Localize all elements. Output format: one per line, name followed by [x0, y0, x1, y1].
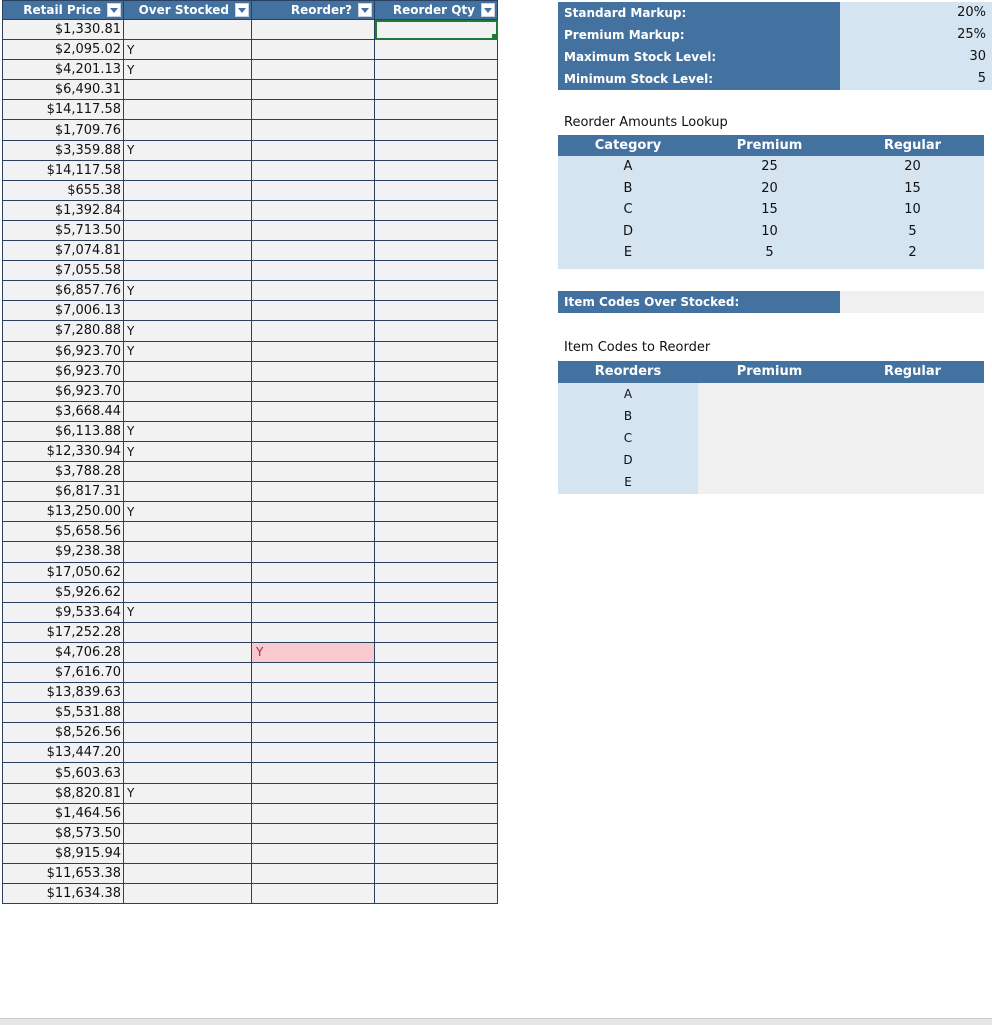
over-stocked-cell[interactable]: Y — [124, 441, 252, 461]
reorder-cell[interactable] — [252, 462, 375, 482]
retail-price-cell[interactable]: $6,923.70 — [3, 341, 124, 361]
regular-cell[interactable]: 2 — [908, 245, 917, 260]
retail-price-cell[interactable]: $5,926.62 — [3, 582, 124, 602]
reorders-values-area[interactable] — [698, 383, 984, 494]
over-stocked-cell[interactable] — [124, 20, 252, 40]
reorder-cell[interactable] — [252, 542, 375, 562]
retail-price-cell[interactable]: $6,817.31 — [3, 482, 124, 502]
reorder-qty-cell[interactable] — [375, 562, 498, 582]
reorder-qty-cell[interactable] — [375, 40, 498, 60]
over-stocked-cell[interactable] — [124, 803, 252, 823]
table-row — [3, 421, 498, 441]
over-stocked-cell[interactable] — [124, 220, 252, 240]
over-stocked-cell[interactable]: Y — [124, 602, 252, 622]
reorder-cell[interactable] — [252, 40, 375, 60]
premium-cell[interactable]: 20 — [761, 180, 778, 196]
markup-label: Minimum Stock Level: — [558, 68, 840, 90]
over-stocked-cell[interactable] — [124, 863, 252, 883]
retail-price-cell[interactable]: $7,006.13 — [3, 301, 124, 321]
reorder-cell[interactable] — [252, 341, 375, 361]
reorder-qty-cell[interactable] — [375, 261, 498, 281]
table-row — [3, 441, 498, 461]
reorder-cell[interactable] — [252, 562, 375, 582]
table-row — [3, 703, 498, 723]
over-stocked-cell[interactable] — [124, 401, 252, 421]
lookup-row — [558, 178, 984, 200]
table-row — [3, 522, 498, 542]
over-stocked-cell[interactable] — [124, 301, 252, 321]
reorder-cell[interactable] — [252, 180, 375, 200]
table-row — [3, 100, 498, 120]
reorder-cell[interactable] — [252, 884, 375, 904]
table-row — [3, 783, 498, 803]
markup-row — [558, 46, 992, 68]
reorder-cell[interactable] — [252, 441, 375, 461]
reorder-qty-cell[interactable] — [375, 462, 498, 482]
retail-price-cell[interactable]: $5,531.88 — [3, 703, 124, 723]
reorder-lookup-body — [558, 156, 984, 269]
table-row — [3, 261, 498, 281]
reorder-qty-cell[interactable] — [375, 20, 498, 40]
over-stocked-cell[interactable] — [124, 622, 252, 642]
header-premium: Premium — [736, 138, 803, 153]
premium-cell[interactable]: 5 — [765, 245, 774, 260]
over-stocked-cell[interactable] — [124, 562, 252, 582]
over-stocked-cell[interactable] — [124, 884, 252, 904]
premium-cell[interactable]: 10 — [761, 223, 778, 239]
markup-row — [558, 68, 992, 90]
over-stocked-cell[interactable] — [124, 663, 252, 683]
table-row — [3, 241, 498, 261]
over-stocked-cell[interactable] — [124, 381, 252, 401]
retail-price-cell[interactable]: $9,238.38 — [3, 542, 124, 562]
retail-price-cell[interactable]: $8,820.81 — [3, 783, 124, 803]
table-row — [3, 482, 498, 502]
reorder-qty-cell[interactable] — [375, 723, 498, 743]
reorder-qty-cell[interactable] — [375, 803, 498, 823]
filter-dropdown-icon[interactable] — [107, 3, 121, 17]
header-category: Category — [594, 138, 662, 153]
retail-price-cell[interactable]: $7,616.70 — [3, 663, 124, 683]
regular-cell[interactable]: 20 — [904, 159, 921, 174]
reorder-qty-cell[interactable] — [375, 823, 498, 843]
reorder-qty-cell[interactable] — [375, 703, 498, 723]
over-stocked-cell[interactable] — [124, 743, 252, 763]
reorder-cell[interactable] — [252, 683, 375, 703]
over-stocked-cell[interactable] — [124, 80, 252, 100]
markup-value[interactable]: 20% — [840, 2, 992, 24]
table-row — [3, 663, 498, 683]
retail-price-cell[interactable]: $4,706.28 — [3, 642, 124, 662]
reorder-cell[interactable] — [252, 803, 375, 823]
table-row — [3, 200, 498, 220]
reorder-qty-cell[interactable] — [375, 863, 498, 883]
reorder-cell[interactable] — [252, 381, 375, 401]
reorders-category-cell[interactable]: C — [623, 431, 633, 445]
reorder-qty-cell[interactable] — [375, 80, 498, 100]
reorder-qty-cell[interactable] — [375, 663, 498, 683]
retail-price-cell[interactable]: $6,490.31 — [3, 80, 124, 100]
retail-price-cell[interactable]: $3,359.88 — [3, 140, 124, 160]
table-row — [3, 321, 498, 341]
reorder-cell[interactable] — [252, 160, 375, 180]
reorder-qty-cell[interactable] — [375, 120, 498, 140]
header-reorder[interactable]: Reorder? — [252, 1, 375, 20]
reorder-cell[interactable] — [252, 60, 375, 80]
retail-price-cell[interactable]: $8,915.94 — [3, 843, 124, 863]
over-stocked-cell[interactable] — [124, 763, 252, 783]
retail-price-cell[interactable]: $5,713.50 — [3, 220, 124, 240]
table-row — [3, 803, 498, 823]
reorder-cell[interactable] — [252, 321, 375, 341]
over-stocked-cell[interactable] — [124, 241, 252, 261]
reorder-qty-cell[interactable] — [375, 100, 498, 120]
retail-price-cell[interactable]: $6,923.70 — [3, 361, 124, 381]
over-stocked-cell[interactable] — [124, 843, 252, 863]
reorder-qty-cell[interactable] — [375, 220, 498, 240]
markup-value[interactable]: 5 — [840, 68, 992, 90]
table-row — [3, 642, 498, 662]
category-cell[interactable]: A — [623, 159, 633, 174]
over-stocked-cell[interactable] — [124, 542, 252, 562]
header-retail-price[interactable]: Retail Price — [3, 1, 124, 20]
reorder-cell[interactable] — [252, 241, 375, 261]
reorder-qty-cell[interactable] — [375, 180, 498, 200]
table-row — [3, 502, 498, 522]
codes-to-reorder-caption: Item Codes to Reorder — [564, 340, 711, 355]
reorder-lookup-header — [558, 135, 984, 156]
retail-price-cell[interactable]: $17,252.28 — [3, 622, 124, 642]
table-row — [3, 160, 498, 180]
table-row — [3, 220, 498, 240]
reorder-cell[interactable] — [252, 20, 375, 40]
table-row — [3, 723, 498, 743]
over-stocked-cell[interactable]: Y — [124, 140, 252, 160]
table-header-row — [3, 1, 498, 20]
table-row — [3, 863, 498, 883]
retail-price-cell[interactable]: $1,392.84 — [3, 200, 124, 220]
premium-cell[interactable]: 25 — [761, 159, 778, 174]
table-row — [3, 884, 498, 904]
header-regular: Regular — [883, 138, 942, 153]
table-row — [3, 582, 498, 602]
table-row — [3, 180, 498, 200]
retail-price-cell[interactable]: $6,923.70 — [3, 381, 124, 401]
premium-cell[interactable]: 15 — [761, 202, 778, 217]
regular-cell[interactable]: 5 — [908, 223, 917, 239]
reorder-qty-cell[interactable] — [375, 341, 498, 361]
over-stocked-cell[interactable] — [124, 200, 252, 220]
over-stocked-cell[interactable] — [124, 160, 252, 180]
retail-price-cell[interactable]: $7,055.58 — [3, 261, 124, 281]
lookup-row — [558, 242, 984, 264]
reorder-cell[interactable] — [252, 602, 375, 622]
table-row — [3, 562, 498, 582]
filter-dropdown-icon[interactable] — [358, 3, 372, 17]
reorder-qty-cell[interactable] — [375, 542, 498, 562]
reorder-cell[interactable] — [252, 863, 375, 883]
retail-price-cell[interactable]: $7,074.81 — [3, 241, 124, 261]
table-row — [3, 301, 498, 321]
over-stocked-cell[interactable]: Y — [124, 321, 252, 341]
reorder-qty-cell[interactable] — [375, 301, 498, 321]
reorder-qty-cell[interactable] — [375, 140, 498, 160]
reorder-cell[interactable] — [252, 723, 375, 743]
over-stocked-cell[interactable] — [124, 683, 252, 703]
over-stocked-cell[interactable] — [124, 823, 252, 843]
reorders-category-cell[interactable]: D — [623, 453, 633, 467]
retail-price-cell[interactable]: $8,526.56 — [3, 723, 124, 743]
markup-value[interactable]: 25% — [840, 24, 992, 46]
table-row — [3, 622, 498, 642]
over-stocked-cell[interactable] — [124, 100, 252, 120]
retail-price-cell[interactable]: $1,709.76 — [3, 120, 124, 140]
reorder-cell[interactable] — [252, 421, 375, 441]
retail-price-cell[interactable]: $3,668.44 — [3, 401, 124, 421]
over-stocked-value-cell[interactable] — [840, 291, 984, 313]
reorder-qty-cell[interactable] — [375, 683, 498, 703]
reorder-qty-cell[interactable] — [375, 482, 498, 502]
reorders-category-cell[interactable]: E — [624, 475, 632, 489]
header-over-stocked[interactable]: Over Stocked — [124, 1, 252, 20]
reorder-cell[interactable] — [252, 401, 375, 421]
reorder-cell[interactable] — [252, 361, 375, 381]
retail-price-cell[interactable]: $14,117.58 — [3, 100, 124, 120]
retail-price-cell[interactable]: $14,117.58 — [3, 160, 124, 180]
reorder-cell[interactable] — [252, 622, 375, 642]
reorder-qty-cell[interactable] — [375, 843, 498, 863]
table-row — [3, 60, 498, 80]
table-row — [3, 341, 498, 361]
reorder-qty-cell[interactable] — [375, 743, 498, 763]
over-stocked-cell[interactable] — [124, 723, 252, 743]
reorder-qty-cell[interactable] — [375, 642, 498, 662]
reorder-cell[interactable]: Y — [252, 642, 375, 662]
reorder-qty-cell[interactable] — [375, 783, 498, 803]
table-row — [3, 763, 498, 783]
over-stocked-cell[interactable] — [124, 120, 252, 140]
table-row — [3, 743, 498, 763]
table-row — [3, 20, 498, 40]
category-cell[interactable]: B — [623, 180, 633, 196]
retail-price-cell[interactable]: $6,113.88 — [3, 421, 124, 441]
reorder-cell[interactable] — [252, 763, 375, 783]
reorder-qty-cell[interactable] — [375, 582, 498, 602]
reorder-cell[interactable] — [252, 200, 375, 220]
retail-price-cell[interactable]: $6,857.76 — [3, 281, 124, 301]
markup-label: Maximum Stock Level: — [558, 46, 840, 68]
reorder-qty-cell[interactable] — [375, 401, 498, 421]
table-row — [3, 823, 498, 843]
reorder-cell[interactable] — [252, 301, 375, 321]
reorder-cell[interactable] — [252, 100, 375, 120]
retail-price-cell[interactable]: $1,330.81 — [3, 20, 124, 40]
retail-price-cell[interactable]: $11,653.38 — [3, 863, 124, 883]
table-row — [3, 120, 498, 140]
over-stocked-cell[interactable] — [124, 361, 252, 381]
reorder-qty-cell[interactable] — [375, 522, 498, 542]
retail-price-cell[interactable]: $1,464.56 — [3, 803, 124, 823]
over-stocked-cell[interactable] — [124, 642, 252, 662]
markup-row — [558, 24, 992, 46]
reorder-qty-cell[interactable] — [375, 200, 498, 220]
retail-price-cell[interactable]: $17,050.62 — [3, 562, 124, 582]
reorder-cell[interactable] — [252, 703, 375, 723]
regular-cell[interactable]: 15 — [904, 180, 921, 196]
reorder-qty-cell[interactable] — [375, 321, 498, 341]
reorder-cell[interactable] — [252, 281, 375, 301]
table-row — [3, 401, 498, 421]
retail-price-cell[interactable]: $11,634.38 — [3, 884, 124, 904]
reorder-qty-cell[interactable] — [375, 60, 498, 80]
over-stocked-cell[interactable] — [124, 462, 252, 482]
reorder-qty-cell[interactable] — [375, 160, 498, 180]
reorder-cell[interactable] — [252, 80, 375, 100]
reorder-qty-cell[interactable] — [375, 421, 498, 441]
reorder-cell[interactable] — [252, 783, 375, 803]
table-row — [3, 843, 498, 863]
reorder-qty-cell[interactable] — [375, 884, 498, 904]
markup-row — [558, 2, 992, 24]
table-row — [3, 602, 498, 622]
over-stocked-cell[interactable]: Y — [124, 60, 252, 80]
filter-dropdown-icon[interactable] — [235, 3, 249, 17]
markup-label: Premium Markup: — [558, 24, 840, 46]
reorder-qty-cell[interactable] — [375, 381, 498, 401]
reorder-qty-cell[interactable] — [375, 602, 498, 622]
reorder-cell[interactable] — [252, 663, 375, 683]
over-stocked-cell[interactable] — [124, 703, 252, 723]
reorders-category-cell[interactable]: B — [623, 409, 633, 423]
over-stocked-cell[interactable] — [124, 261, 252, 281]
over-stocked-cell[interactable]: Y — [124, 502, 252, 522]
header-regular: Regular — [883, 364, 942, 379]
reorder-qty-cell[interactable] — [375, 441, 498, 461]
over-stocked-cell[interactable] — [124, 482, 252, 502]
table-row — [3, 80, 498, 100]
table-row — [3, 281, 498, 301]
markup-label: Standard Markup: — [558, 2, 840, 24]
reorders-category-cell[interactable]: A — [623, 387, 633, 401]
reorder-cell[interactable] — [252, 140, 375, 160]
over-stocked-cell[interactable]: Y — [124, 281, 252, 301]
retail-price-cell[interactable]: $3,788.28 — [3, 462, 124, 482]
reorder-lookup-caption: Reorder Amounts Lookup — [564, 115, 728, 130]
over-stocked-cell[interactable] — [124, 522, 252, 542]
table-row — [3, 140, 498, 160]
over-stocked-cell[interactable]: Y — [124, 40, 252, 60]
category-cell[interactable]: D — [622, 223, 633, 239]
reorders-category-column — [558, 383, 698, 494]
retail-price-cell[interactable]: $5,603.63 — [3, 763, 124, 783]
filter-dropdown-icon[interactable] — [481, 3, 495, 17]
over-stocked-cell[interactable] — [124, 180, 252, 200]
reorder-qty-cell[interactable] — [375, 502, 498, 522]
table-row — [3, 381, 498, 401]
retail-price-cell[interactable]: $7,280.88 — [3, 321, 124, 341]
reorder-qty-cell[interactable] — [375, 281, 498, 301]
reorder-cell[interactable] — [252, 743, 375, 763]
retail-price-cell[interactable]: $8,573.50 — [3, 823, 124, 843]
table-row — [3, 683, 498, 703]
reorder-cell[interactable] — [252, 120, 375, 140]
reorder-cell[interactable] — [252, 843, 375, 863]
retail-price-cell[interactable]: $2,095.02 — [3, 40, 124, 60]
header-premium: Premium — [736, 364, 803, 379]
retail-price-cell[interactable]: $13,447.20 — [3, 743, 124, 763]
reorder-cell[interactable] — [252, 220, 375, 240]
regular-cell[interactable]: 10 — [904, 202, 921, 217]
lookup-row — [558, 221, 984, 243]
reorder-qty-cell[interactable] — [375, 622, 498, 642]
reorder-cell[interactable] — [252, 522, 375, 542]
reorder-qty-cell[interactable] — [375, 763, 498, 783]
reorder-cell[interactable] — [252, 823, 375, 843]
retail-price-cell[interactable]: $12,330.94 — [3, 441, 124, 461]
over-stocked-cell[interactable]: Y — [124, 783, 252, 803]
retail-price-cell[interactable]: $13,839.63 — [3, 683, 124, 703]
lookup-row — [558, 199, 984, 221]
reorder-cell[interactable] — [252, 502, 375, 522]
table-row — [3, 542, 498, 562]
retail-price-cell[interactable]: $655.38 — [3, 180, 124, 200]
over-stocked-cell[interactable] — [124, 582, 252, 602]
category-cell[interactable]: E — [623, 245, 633, 260]
reorder-cell[interactable] — [252, 582, 375, 602]
inventory-table — [2, 0, 498, 904]
retail-price-cell[interactable]: $5,658.56 — [3, 522, 124, 542]
reorder-cell[interactable] — [252, 261, 375, 281]
reorder-qty-cell[interactable] — [375, 241, 498, 261]
table-row — [3, 462, 498, 482]
markup-value[interactable]: 30 — [840, 46, 992, 68]
over-stocked-cell[interactable]: Y — [124, 341, 252, 361]
header-reorders: Reorders — [594, 364, 662, 379]
reorder-cell[interactable] — [252, 482, 375, 502]
category-cell[interactable]: C — [623, 202, 633, 217]
retail-price-cell[interactable]: $13,250.00 — [3, 502, 124, 522]
codes-to-reorder-header — [558, 361, 984, 383]
table-row — [3, 361, 498, 381]
over-stocked-cell[interactable]: Y — [124, 421, 252, 441]
header-reorder-qty[interactable]: Reorder Qty — [375, 1, 498, 20]
table-row — [3, 40, 498, 60]
reorder-qty-cell[interactable] — [375, 361, 498, 381]
lookup-row — [558, 156, 984, 178]
retail-price-cell[interactable]: $9,533.64 — [3, 602, 124, 622]
retail-price-cell[interactable]: $4,201.13 — [3, 60, 124, 80]
over-stocked-label: Item Codes Over Stocked: — [558, 291, 840, 313]
